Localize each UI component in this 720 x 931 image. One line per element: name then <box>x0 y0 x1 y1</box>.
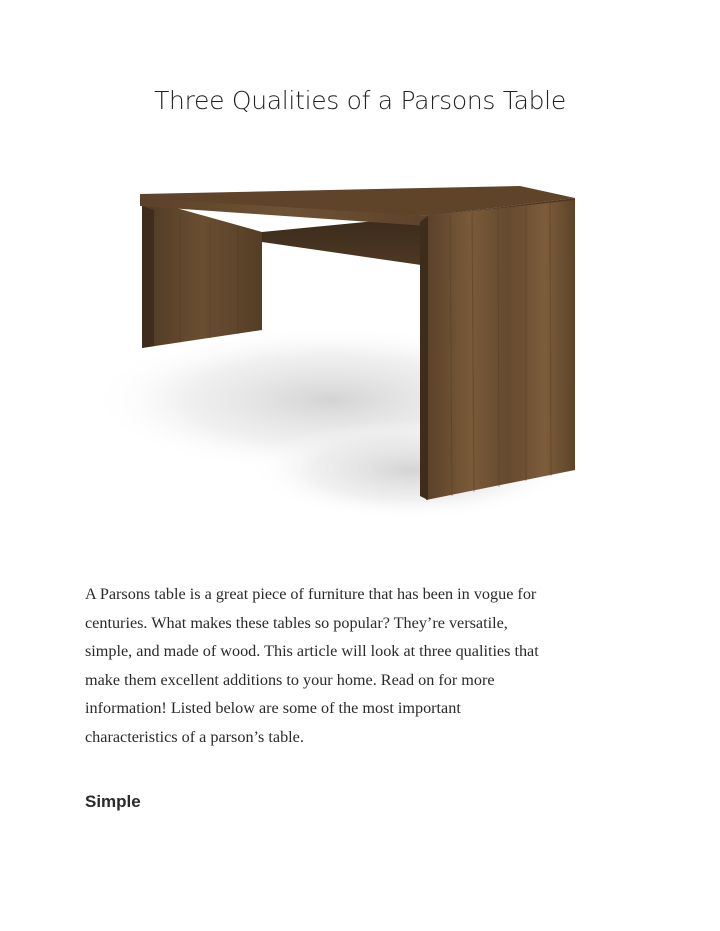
intro-line: information! Listed below are some of the most important <box>85 699 461 718</box>
intro-line: centuries. What makes these tables so popular? They’re versatile, <box>85 613 508 632</box>
intro-paragraph <box>85 580 645 752</box>
intro-line: make them excellent additions to your home. Read on for more <box>85 670 495 689</box>
parsons-table-image <box>80 170 640 550</box>
intro-line: A Parsons table is a great piece of furniture that has been in vogue for <box>85 585 537 603</box>
intro-line: characteristics of a parson’s table. <box>85 727 304 746</box>
section-heading: Simple <box>85 792 141 811</box>
page-title: Three Qualities of a Parsons Table <box>154 86 566 115</box>
intro-line: simple, and made of wood. This article will look at three qualities that <box>85 642 539 661</box>
